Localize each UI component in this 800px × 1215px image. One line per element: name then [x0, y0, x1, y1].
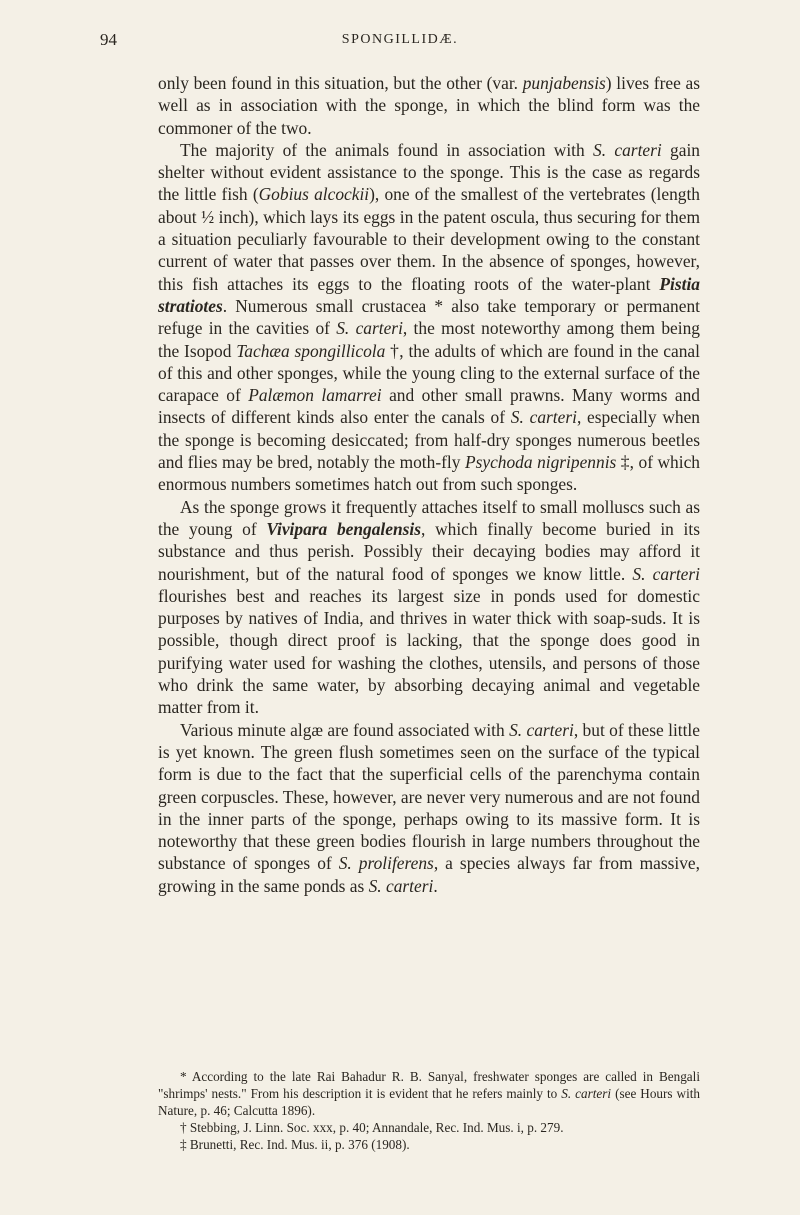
- running-title: SPONGILLIDÆ.: [341, 32, 459, 47]
- taxon-name: punjabensis: [522, 73, 606, 93]
- taxon-name-emphasis: [266, 519, 421, 539]
- text-run: , but of these little is yet known. The green flush sometimes seen on the surface of the typical form is due to the fact that the superficial cells of the parenchyma contain green corpuscles. These, however, are never very numerous and are not found in the inner parts of the sponge, perhaps owing to its massive form. It is noteworthy that these green bodies flourish in large numbers throughout the substance of sponges of: [158, 719, 700, 874]
- text-run: , a species always far from massive, growing in the same ponds as: [158, 853, 700, 896]
- body-text: [158, 72, 700, 897]
- text-run: †, the adults of which are found in the canal of this and other sponges, while the young cling to the external surface of the carapace of: [158, 340, 700, 406]
- text-run: The majority of the animals found in association with: [180, 139, 594, 160]
- text-run: As the sponge grows it frequently attaches itself to small molluscs such as the young of: [158, 496, 700, 539]
- text-run: . Numerous small crustacea * also take temporary or permanent refuge in the cavities of: [158, 295, 700, 339]
- text-run: , especially when the sponge is becoming desiccated; from half-dry sponges numerous beetles and flies may be bred, notably the moth-fly: [158, 407, 700, 473]
- taxon-name: S. carteri: [632, 563, 700, 584]
- taxon-name: Gobius alcockii: [258, 184, 370, 205]
- paragraph: [158, 496, 700, 719]
- text-run: and other small prawns. Many worms and insects of different kinds also enter the canals of: [158, 385, 700, 428]
- taxon-name: S. carteri: [336, 318, 403, 339]
- taxon-name: S. proliferens: [338, 853, 434, 874]
- text-run: only been found in this situation, but the other (var.: [158, 73, 523, 93]
- text-run: gain shelter without evident assistance to the sponge. This is the case as regards the little fish (: [158, 139, 700, 205]
- taxon-name: S. carteri: [368, 875, 434, 896]
- text-run: † Stebbing, J. Linn. Soc. xxx, p. 40; Annandale, Rec. Ind. Mus. i, p. 279.: [180, 1120, 564, 1135]
- page-header: [100, 30, 700, 54]
- paragraph: [158, 72, 700, 139]
- text-run: ) lives free as well as in association with the sponge, in which the blind form was the commoner of the two.: [158, 73, 701, 138]
- taxon-name: S. carteri: [509, 719, 574, 740]
- taxon-name: S. carteri: [593, 139, 662, 160]
- taxon-name: S. carteri: [561, 1086, 612, 1101]
- taxon-name: Psychoda nigripennis: [464, 452, 617, 473]
- text-run: flourishes best and reaches its largest size in ponds used for domestic purposes by natives of India, and thrives in water thick with soap-suds. It is possible, though direct proof is lacking, that the sponge does good in purifying water used for washing the clothes, utensils, and persons of those who drink the same water, by absorbing decaying animal and vegetable matter from it.: [158, 585, 700, 718]
- taxon-name: S. carteri: [510, 407, 577, 428]
- text-run: * According to the late Rai Bahadur R. B. Sanyal, freshwater sponges are called in Bengali "shrimps' nests." From his description it is evident that he refers mainly to: [158, 1069, 700, 1101]
- page-number: 94: [100, 30, 117, 49]
- taxon-name: Pistia stratiotes: [158, 273, 700, 316]
- text-run: .: [433, 875, 438, 896]
- taxon-name: Tachæa spongillicola: [236, 340, 386, 361]
- text-run: ‡ Brunetti, Rec. Ind. Mus. ii, p. 376 (1908).: [180, 1137, 410, 1152]
- footnote: [158, 1068, 700, 1119]
- footnote: [158, 1119, 700, 1136]
- footnote: [158, 1136, 700, 1153]
- text-run: , which finally become buried in its substance and thus perish. Possibly their decaying bodies may afford it nourishment, but of the natural food of sponges we know little.: [158, 518, 700, 584]
- text-run: ‡, of which enormous numbers sometimes hatch out from such sponges.: [158, 452, 700, 495]
- text-run: Various minute algæ are found associated with: [180, 719, 510, 740]
- taxon-name: Palæmon lamarrei: [248, 385, 382, 406]
- paragraph: [158, 139, 700, 496]
- footnotes: [158, 1068, 700, 1153]
- taxon-name: Vivipara bengalensis: [266, 518, 422, 539]
- text-run: (see Hours with Nature, p. 46; Calcutta 1896).: [158, 1086, 700, 1118]
- text-run: , the most noteworthy among them being the Isopod: [158, 318, 700, 361]
- text-run: ), one of the smallest of the vertebrates (length about ½ inch), which lays its eggs in the patent oscula, thus securing for them a situation peculiarly favourable to their development owing to the constant current of water that passes over them. In the absence of sponges, however, this fish attaches its eggs to the floating roots of the water-plant: [158, 184, 701, 294]
- paragraph: [158, 719, 700, 897]
